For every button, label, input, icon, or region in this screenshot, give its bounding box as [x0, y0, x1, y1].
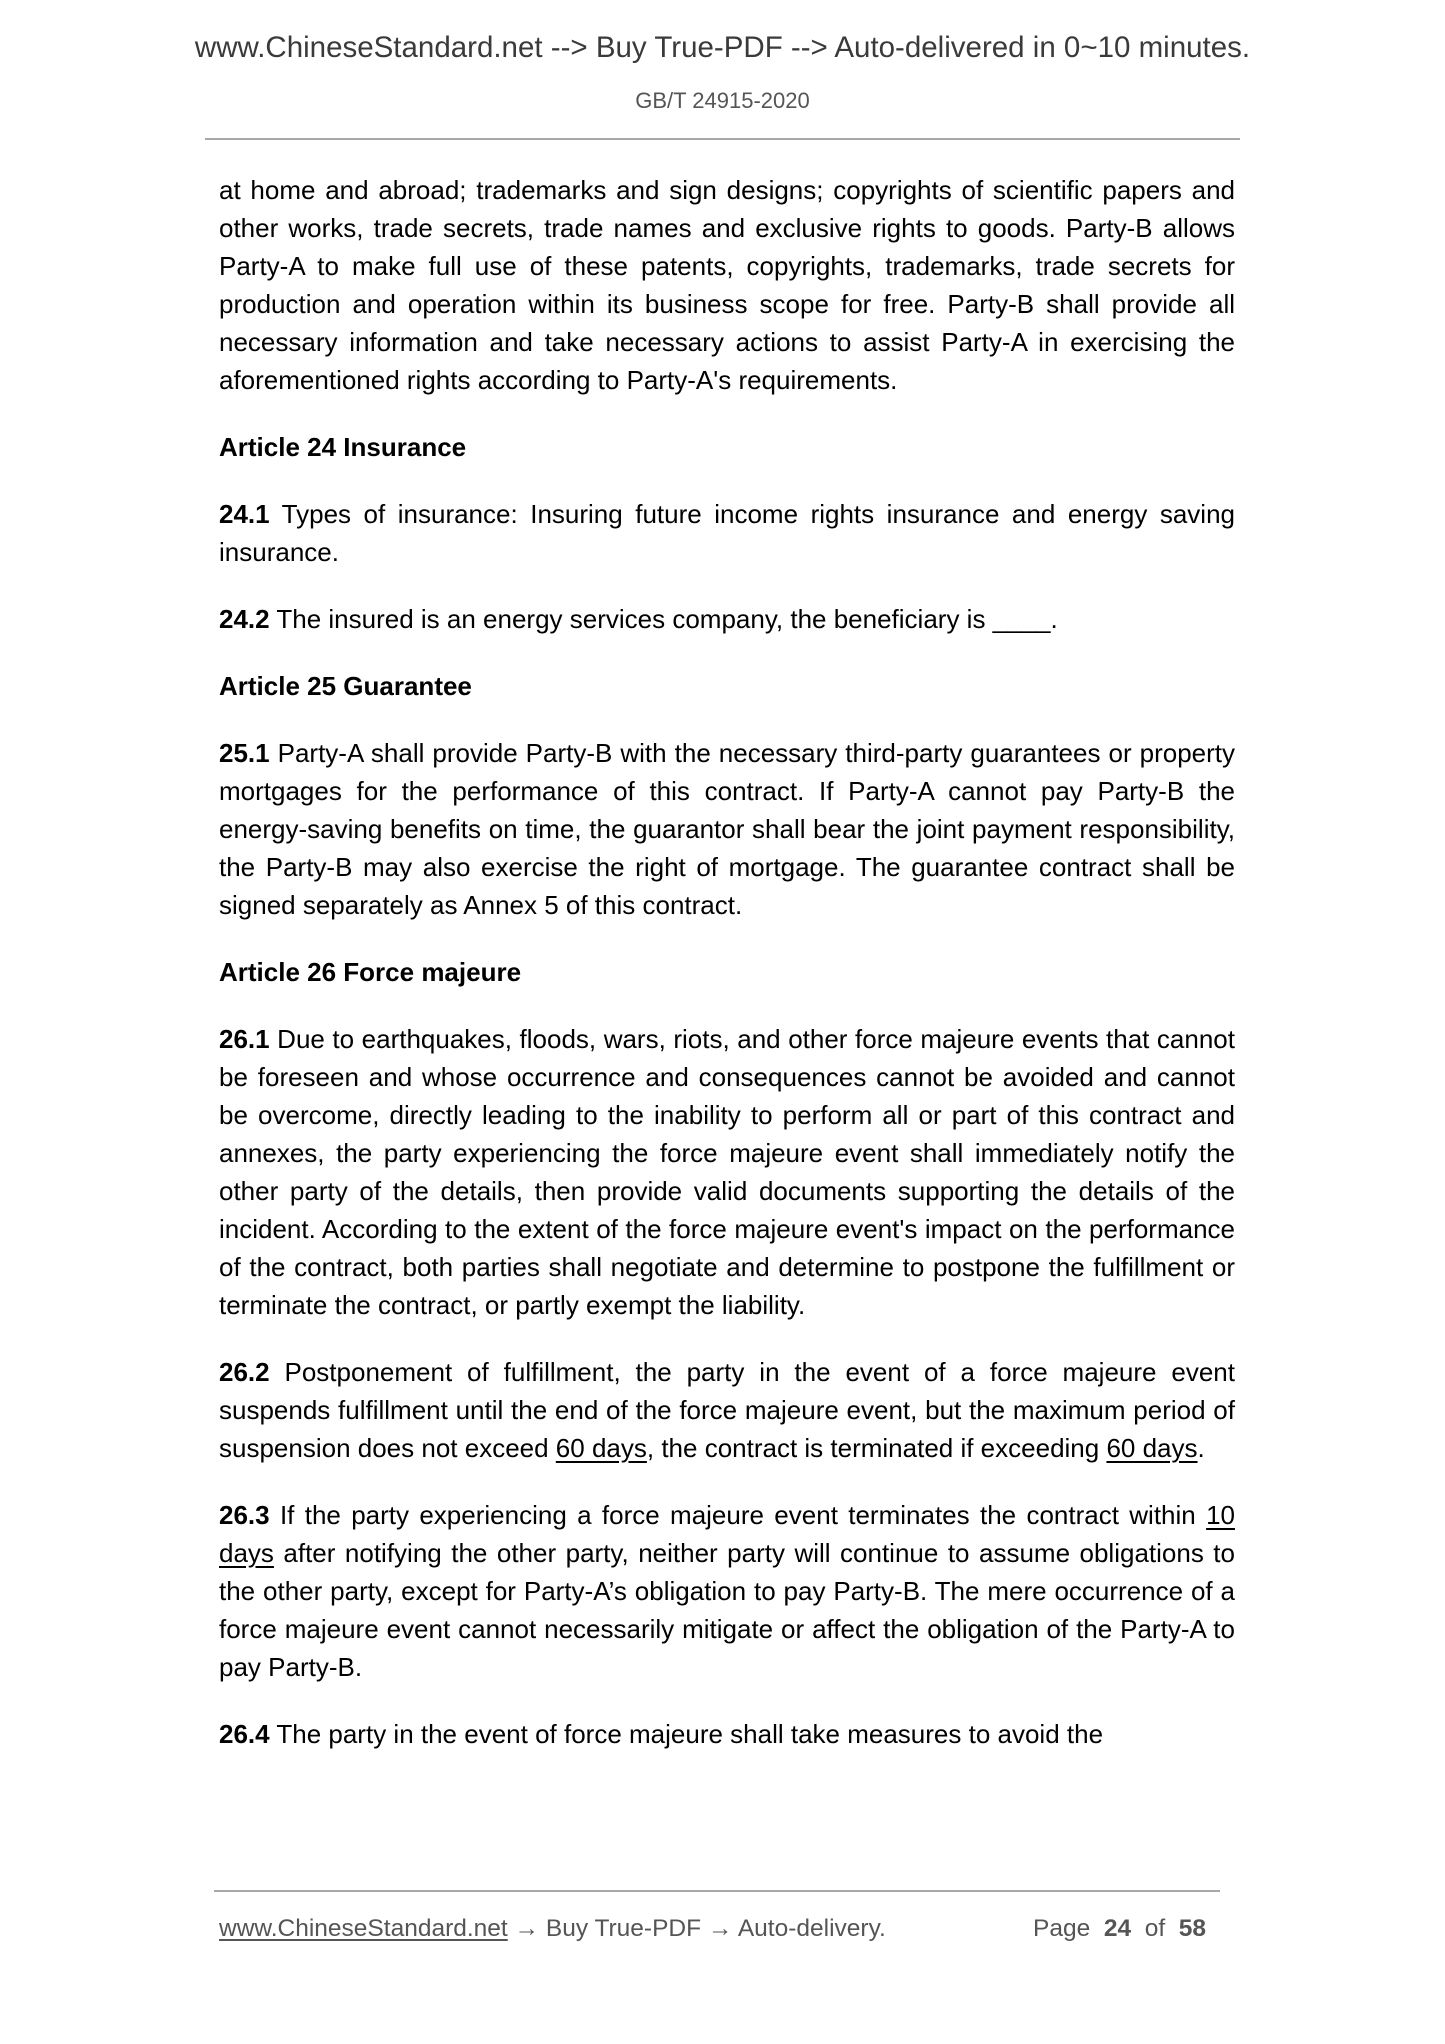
clause-number: 26.1: [219, 1024, 270, 1054]
clause-number: 24.2: [219, 604, 270, 634]
site-link[interactable]: www.ChineseStandard.net: [219, 1915, 508, 1942]
clause-text: Party-A shall provide Party-B with the necessary third-party guarantees or property mortgages for the performance of this contract. If Party-A cannot pay Party-B the energy-saving benefits on time, the guarantor shall bear the joint payment responsibility, the Party-B may also exercise the right of mortgage. The guarantee contract shall be signed separately as Annex 5 of this contract.: [219, 738, 1235, 920]
clause-26-2: [219, 1353, 1235, 1467]
header-banner: www.ChineseStandard.net --> Buy True-PDF --> Auto-delivered in 0~10 minutes.: [194, 31, 1251, 64]
intro-paragraph: at home and abroad; trademarks and sign designs; copyrights of scientific papers and other works, trade secrets, trade names and exclusive rights to goods. Party-B allows Party-A to make full use of these patents, copyrights, trademarks, trade secrets for production and operation within its business scope for free. Party-B shall provide all necessary information and take necessary actions to assist Party-A in exercising the aforementioned rights according to Party-A's requirements.: [219, 175, 1235, 395]
buy-text: Buy True-PDF: [545, 1915, 702, 1942]
arrow-right-icon: →: [701, 1915, 738, 1942]
article-25-heading: Article 25 Guarantee: [219, 671, 472, 701]
page-total: 58: [1178, 1915, 1207, 1942]
article-24-heading: Article 24 Insurance: [219, 432, 467, 462]
footer-divider: [214, 1890, 1220, 1892]
clause-text: , the contract is terminated if exceeding: [646, 1433, 1107, 1463]
clause-number: 26.2: [219, 1357, 270, 1387]
clause-25-1: [219, 734, 1235, 924]
page-of: of: [1144, 1915, 1166, 1942]
clause-number: 26.3: [219, 1500, 270, 1530]
article-26-heading: Article 26 Force majeure: [219, 957, 522, 987]
clause-26-3: [219, 1496, 1235, 1686]
underlined-duration: 10 days: [219, 1500, 1235, 1568]
clause-text: Due to earthquakes, floods, wars, riots, and other force majeure events that cannot be foreseen and whose occurrence and consequences cannot be avoided and cannot be overcome, directly leading to the inability to perform all or part of this contract and annexes, the party experiencing the force majeure event shall immediately notify the other party of the details, then provide valid documents supporting the details of the incident. According to the extent of the force majeure event's impact on the performance of the contract, both parties shall negotiate and determine to postpone the fulfillment or terminate the contract, or partly exempt the liability.: [219, 1024, 1235, 1320]
clause-text: .: [1197, 1433, 1205, 1463]
arrow-right-icon: →: [507, 1915, 546, 1942]
clause-26-4: [219, 1715, 1235, 1753]
underlined-duration: 60 days: [555, 1433, 647, 1463]
clause-24-2: [219, 600, 1235, 638]
clause-text: The insured is an energy services company, the beneficiary is ____.: [269, 604, 1058, 634]
clause-number: 26.4: [219, 1719, 270, 1749]
clause-text: If the party experiencing a force majeure event terminates the contract within: [269, 1500, 1207, 1530]
document-body: [219, 171, 1235, 1782]
clause-number: 24.1: [219, 499, 270, 529]
page-indicator: [1033, 1914, 1206, 1944]
standard-code: GB/T 24915-2020: [635, 88, 810, 113]
clause-text: Types of insurance: Insuring future income rights insurance and energy saving insurance.: [219, 499, 1235, 567]
page-label: Page: [1033, 1915, 1091, 1942]
clause-26-1: [219, 1020, 1235, 1324]
underlined-duration: 60 days: [1106, 1433, 1198, 1463]
clause-text: after notifying the other party, neither party will continue to assume obligations to the other party, except for Party-A’s obligation to pay Party-B. The mere occurrence of a force majeure event cannot necessarily mitigate or affect the obligation of the Party-A to pay Party-B.: [219, 1538, 1235, 1682]
clause-number: 25.1: [219, 738, 270, 768]
clause-text: The party in the event of force majeure shall take measures to avoid the: [269, 1719, 1104, 1749]
header-divider: [205, 138, 1240, 140]
page-footer: [219, 1914, 1219, 1944]
clause-text: Postponement of fulfillment, the party in the event of a force majeure event suspends fulfillment until the end of the force majeure event, but the maximum period of suspension does not exceed: [219, 1357, 1235, 1463]
clause-24-1: [219, 495, 1235, 571]
page-current: 24: [1103, 1915, 1132, 1942]
delivery-text: Auto-delivery.: [737, 1915, 886, 1942]
